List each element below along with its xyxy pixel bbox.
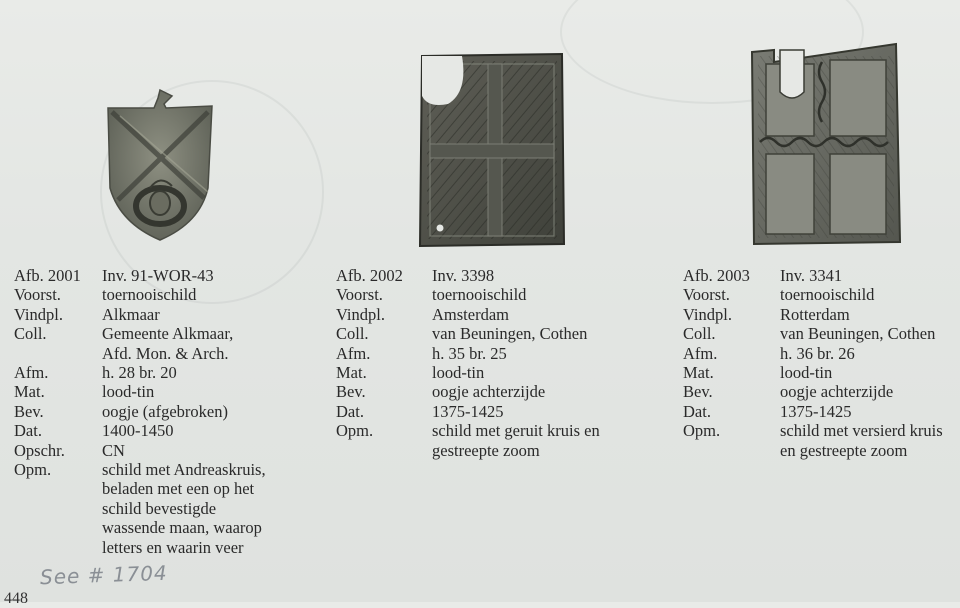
field-row bbox=[683, 305, 943, 324]
field-value: schild met Andreaskruis, bbox=[102, 460, 266, 480]
field-label bbox=[14, 344, 102, 363]
field-value: van Beuningen, Cothen bbox=[780, 324, 936, 344]
field-row bbox=[14, 441, 266, 460]
field-row bbox=[14, 344, 266, 363]
field-label: Dat. bbox=[683, 401, 711, 421]
field-row bbox=[14, 402, 266, 421]
field-value: letters en waarin veer bbox=[102, 537, 244, 557]
field-value: toernooischild bbox=[780, 285, 875, 305]
field-label: Opm. bbox=[14, 460, 52, 480]
field-row bbox=[683, 421, 943, 440]
field-label: Dat. bbox=[14, 421, 42, 441]
page-number: 448 bbox=[4, 590, 28, 607]
field-label: Afm. bbox=[336, 343, 371, 363]
field-value: Afd. Mon. & Arch. bbox=[102, 343, 229, 363]
entry-fields bbox=[683, 285, 943, 460]
field-value: schild bevestigde bbox=[102, 498, 217, 518]
field-row bbox=[336, 285, 600, 304]
afb-number: Afb. 2002 bbox=[336, 266, 403, 285]
field-value: schild met versierd kruis bbox=[780, 421, 943, 441]
field-row bbox=[336, 382, 600, 401]
field-label: Voorst. bbox=[14, 285, 61, 305]
field-row bbox=[14, 479, 266, 498]
field-value: beladen met een op het bbox=[102, 479, 255, 499]
field-value: oogje achterzijde bbox=[780, 382, 894, 402]
inventory-number: Inv. 3398 bbox=[432, 266, 495, 285]
field-value: 1375-1425 bbox=[780, 401, 852, 421]
field-label: Coll. bbox=[683, 324, 716, 344]
handwritten-note: See # 1704 bbox=[39, 560, 169, 590]
field-value: lood-tin bbox=[102, 382, 155, 402]
field-row bbox=[14, 518, 266, 537]
field-row bbox=[336, 421, 600, 440]
entry-header bbox=[683, 266, 943, 285]
catalogue-entry-2001 bbox=[14, 266, 266, 557]
field-value: CN bbox=[102, 440, 125, 460]
field-label: Opm. bbox=[683, 421, 721, 441]
field-value: toernooischild bbox=[102, 285, 197, 305]
field-row bbox=[14, 421, 266, 440]
entry-header bbox=[14, 266, 266, 285]
field-label: Voorst. bbox=[683, 285, 730, 305]
field-value: 1400-1450 bbox=[102, 421, 174, 441]
field-row bbox=[683, 324, 943, 343]
inventory-number: Inv. 3341 bbox=[780, 266, 843, 285]
field-label bbox=[14, 499, 102, 518]
field-label: Mat. bbox=[336, 363, 367, 383]
field-label: Vindpl. bbox=[336, 304, 385, 324]
field-value: toernooischild bbox=[432, 285, 527, 305]
field-row bbox=[14, 285, 266, 304]
field-label: Opschr. bbox=[14, 440, 65, 460]
field-value: Amsterdam bbox=[432, 304, 509, 324]
field-row bbox=[14, 499, 266, 518]
field-label: Afm. bbox=[14, 363, 49, 383]
field-label: Opm. bbox=[336, 421, 374, 441]
field-row bbox=[336, 402, 600, 421]
field-value: lood-tin bbox=[780, 363, 833, 383]
field-row bbox=[14, 324, 266, 343]
field-value: Gemeente Alkmaar, bbox=[102, 324, 234, 344]
field-row bbox=[14, 305, 266, 324]
field-label: Voorst. bbox=[336, 285, 383, 305]
field-value: Rotterdam bbox=[780, 304, 850, 324]
field-row bbox=[683, 285, 943, 304]
field-row bbox=[336, 441, 600, 460]
field-label: Coll. bbox=[14, 324, 47, 344]
field-value: h. 28 br. 20 bbox=[102, 363, 177, 383]
field-value: lood-tin bbox=[432, 363, 485, 383]
field-value: schild met geruit kruis en bbox=[432, 421, 600, 441]
field-value: 1375-1425 bbox=[432, 401, 504, 421]
field-label: Bev. bbox=[14, 401, 44, 421]
field-value: gestreepte zoom bbox=[432, 440, 540, 460]
field-label bbox=[14, 479, 102, 498]
afb-number: Afb. 2001 bbox=[14, 266, 81, 285]
field-label: Mat. bbox=[683, 363, 714, 383]
inventory-number: Inv. 91-WOR-43 bbox=[102, 266, 214, 285]
badge-image-2001 bbox=[100, 88, 220, 243]
field-row bbox=[683, 344, 943, 363]
field-row bbox=[14, 538, 266, 557]
entry-fields bbox=[14, 285, 266, 557]
field-value: oogje achterzijde bbox=[432, 382, 546, 402]
field-value: Alkmaar bbox=[102, 304, 160, 324]
entry-header bbox=[336, 266, 600, 285]
field-label: Vindpl. bbox=[683, 304, 732, 324]
field-row bbox=[336, 363, 600, 382]
field-value: van Beuningen, Cothen bbox=[432, 324, 588, 344]
field-row bbox=[683, 402, 943, 421]
field-row bbox=[336, 305, 600, 324]
field-row bbox=[683, 382, 943, 401]
field-label: Bev. bbox=[683, 382, 713, 402]
field-label: Bev. bbox=[336, 382, 366, 402]
field-label bbox=[14, 538, 102, 557]
field-row bbox=[336, 344, 600, 363]
field-value: h. 36 br. 26 bbox=[780, 343, 855, 363]
field-label: Coll. bbox=[336, 324, 369, 344]
entry-fields bbox=[336, 285, 600, 460]
field-value: h. 35 br. 25 bbox=[432, 343, 507, 363]
field-row bbox=[336, 324, 600, 343]
field-label bbox=[14, 518, 102, 537]
field-row bbox=[14, 363, 266, 382]
field-row bbox=[683, 363, 943, 382]
catalogue-entry-2002 bbox=[336, 266, 600, 460]
field-label: Vindpl. bbox=[14, 304, 63, 324]
field-value: wassende maan, waarop bbox=[102, 518, 262, 538]
catalogue-entry-2003 bbox=[683, 266, 943, 460]
field-row bbox=[14, 382, 266, 401]
field-label: Afm. bbox=[683, 343, 718, 363]
field-row bbox=[683, 441, 943, 460]
badge-image-2003 bbox=[750, 42, 902, 246]
badge-image-2002 bbox=[418, 52, 566, 248]
field-label bbox=[336, 441, 432, 460]
field-value: en gestreepte zoom bbox=[780, 440, 908, 460]
field-value: oogje (afgebroken) bbox=[102, 401, 228, 421]
field-label bbox=[683, 441, 780, 460]
field-row bbox=[14, 460, 266, 479]
afb-number: Afb. 2003 bbox=[683, 266, 750, 285]
field-label: Dat. bbox=[336, 401, 364, 421]
field-label: Mat. bbox=[14, 382, 45, 402]
